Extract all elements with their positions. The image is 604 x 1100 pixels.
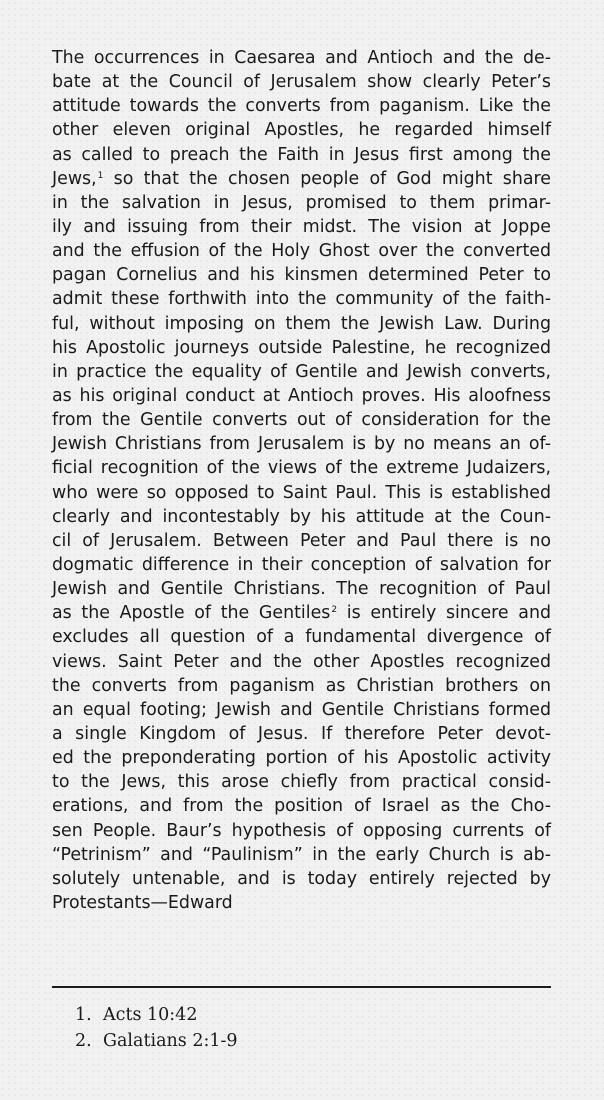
text-line: his Apostolic journeys outside Palestine, he recognized [52, 337, 551, 358]
text-line: as his original conduct at Antioch proves. His aloofness [52, 385, 551, 406]
text-segment: Jews, [52, 168, 97, 189]
text-line: in the salvation in Jesus, promised to them primar- [52, 192, 551, 213]
footnote-item-2 [75, 1028, 238, 1054]
text-line: attitude towards the converts from paganism. Like the [52, 96, 551, 117]
text-line: ficial recognition of the views of the extreme Judaizers, [52, 458, 551, 479]
text-line: “Petrinism” and “Paulinism” in the early Church is ab- [52, 844, 551, 865]
text-line: clearly and incontestably by his attitude at the Coun- [52, 506, 551, 527]
text-line-last: Protestants—Edward [52, 892, 233, 913]
text-line: a single Kingdom of Jesus. If therefore Peter devot- [52, 723, 551, 744]
footnote-separator [52, 986, 551, 988]
footnote-ref-2[interactable]: 2 [331, 605, 338, 616]
text-line [52, 167, 551, 191]
text-line: as called to preach the Faith in Jesus first among the [52, 144, 551, 165]
text-line: ily and issuing from their midst. The vision at Joppe [52, 216, 551, 237]
footnote-number: 2. [75, 1031, 92, 1051]
footnote-text: Acts 10:42 [103, 1005, 198, 1025]
text-line: erations, and from the position of Israel as the Cho- [52, 796, 551, 817]
text-line: The occurrences in Caesarea and Antioch and the de- [52, 48, 551, 68]
text-line: excludes all question of a fundamental divergence of [52, 627, 551, 648]
text-line: from the Gentile converts out of consideration for the [52, 410, 551, 431]
body-paragraph [52, 46, 551, 915]
footnote-text: Galatians 2:1-9 [103, 1031, 238, 1051]
text-line: an equal footing; Jewish and Gentile Christians formed [52, 699, 551, 720]
text-line: ed the preponderating portion of his Apostolic activity [52, 748, 551, 769]
text-segment: so that the chosen people of God might share [103, 168, 551, 189]
text-line: ful, without imposing on them the Jewish Law. During [52, 313, 551, 334]
document-page [52, 46, 551, 915]
text-line: who were so opposed to Saint Paul. This is established [52, 482, 551, 503]
text-line: Jewish Christians from Jerusalem is by no means an of- [52, 434, 551, 455]
footnote-number: 1. [75, 1005, 92, 1025]
text-line: to the Jews, this arose chiefly from practical consid- [52, 772, 551, 793]
text-line: and the effusion of the Holy Ghost over the converted [52, 241, 551, 262]
text-line: pagan Cornelius and his kinsmen determined Peter to [52, 265, 551, 286]
text-line: other eleven original Apostles, he regarded himself [52, 120, 551, 141]
text-line: the converts from paganism as Christian brothers on [52, 675, 551, 696]
text-line: in practice the equality of Gentile and Jewish converts, [52, 361, 551, 382]
text-line [52, 601, 551, 625]
text-line: bate at the Council of Jerusalem show clearly Peter’s [52, 72, 551, 93]
footnote-list [75, 1002, 238, 1054]
footnote-ref-1[interactable]: 1 [97, 170, 104, 181]
text-line: admit these forthwith into the community of the faith- [52, 289, 551, 310]
text-line: views. Saint Peter and the other Apostles recognized [52, 651, 551, 672]
text-segment: is entirely sincere and [337, 603, 552, 624]
text-line: solutely untenable, and is today entirely rejected by [52, 868, 551, 889]
text-line: cil of Jerusalem. Between Peter and Paul there is no [52, 530, 551, 551]
text-line: Jewish and Gentile Christians. The recognition of Paul [52, 579, 551, 600]
text-line: sen People. Baur’s hypothesis of opposing currents of [52, 820, 551, 841]
text-segment: as the Apostle of the Gentiles [52, 603, 331, 624]
text-line: dogmatic difference in their conception of salvation for [52, 554, 551, 575]
footnote-item-1 [75, 1002, 238, 1028]
